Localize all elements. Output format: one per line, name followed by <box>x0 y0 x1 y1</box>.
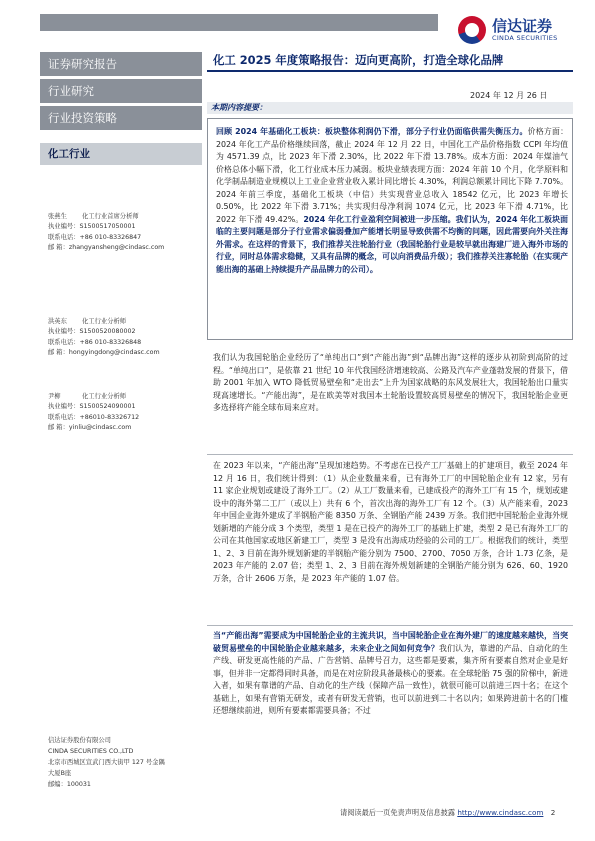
analyst-title: 化工行业分析师 <box>82 318 127 325</box>
paragraph-divider <box>207 454 573 455</box>
page-number: 2 <box>550 808 556 817</box>
analyst-title: 化工行业首席分析师 <box>82 213 139 220</box>
logo-text-en: CINDA SECURITIES <box>492 34 558 42</box>
abstract-highlight: 回顾 2024 年基础化工板块：板块整体利润仍下滑，部分子行业仍面临供需失衡压力。 <box>216 127 528 136</box>
logo-text-cn: 信达证券 <box>492 17 553 35</box>
company-logo <box>458 12 578 48</box>
phone-label: 联系电话： <box>48 338 80 346</box>
footer-disclaimer: 请阅读最后一页免责声明及信息披露 <box>340 808 456 817</box>
email-label: 邮 箱： <box>48 424 69 432</box>
email-label: 邮 箱： <box>48 349 69 357</box>
abstract-highlight: 2024 年化工行业盈利空间被进一步压缩。我们认为，2024 年化工板块面临的主要问题是部分子行业需求偏弱叠加产能增长明显导致供需不均衡的问题，因此需要向外关注海外需求。在这样的背景下，我们推荐关注轮胎行业（我国轮胎行业是较早就出海建厂进入海外市场的行业，同时总体需求稳健，又具有品牌的概念，可以向消费品升级）；我们推荐关注寡轮胎（在实现产能出海的基础上持续提升产品品牌力的公司）。 <box>216 214 569 274</box>
sidebar-label-research-type: 行业研究 <box>40 79 202 103</box>
company-postcode: 邮编：100031 <box>48 781 91 788</box>
analyst-title: 化工行业分析师 <box>82 393 127 400</box>
paragraph-text: 我们认为，靠谱的产品、自动化的生产线、研发更高性能的产品、广告营销、品牌号召力，这些都是要素，集齐所有要素自然对企业是好事，但并非一定都得同时具备，而是在对应阶段具备最核心的要素。在全球轮胎 75 强的阶梯中，新进入者，如果有靠谱的产品、自动化的生产线（保障产品一致性），就很可能可以前进三四十名；在这个基础上，如果有营销无研发，或者有研发无营销，也可以前进到二十名以内；如果跨进前十名的门槛还想继续前进，则所有要素都需要具备；不过 <box>213 643 568 715</box>
analyst-phone: +86 010-83326848 <box>79 338 142 346</box>
phone-label: 联系电话： <box>48 413 80 421</box>
company-info <box>48 735 165 790</box>
analyst-phone: +86010-83326712 <box>79 413 140 421</box>
abstract-body: 价格方面：2024 年化工产品价格继续回落，截止 2024 年 12 月 22 日，中国化工产品价格指数 CCPI 年均值为 4571.39 点，比 2023 年下滑 2.30%，比 2022 年下滑 13.78%。成本方面：2024 年煤油气价格总体小幅下滑，化工行业成本压力减弱。板块业绩表现方面：2024 年前 10 个月，化学原料和化学制品制造业规模以上工业企业营业收入累计同比增长 4.30%，利润总额累计同比下降 7.70%。2024 年前三季度，基础化工板块（中信）共实现营业总收入 18542 亿元，比 2023 年增长 0.50%，比 2022 年下滑 3.71%；共实现归母净利润 1074 亿元，比 2023 年下滑 4.71%，比 2022 年下滑 49.42%。 <box>216 127 568 224</box>
abstract-text <box>216 126 568 276</box>
analyst-email[interactable]: hongyingdong@cindasc.com <box>68 349 160 357</box>
analyst-email[interactable]: zhangyansheng@cindasc.com <box>68 244 165 252</box>
paragraph-text: 我们认为我国轮胎企业经历了“单纯出口”到“产能出海”到“品牌出海”这样的逐步从初阶到高阶的过程。“单纯出口”，是依靠 21 世纪 10 年代我国经济增速较高、公路及汽车产业蓬勃发展的背景下，借助 2001 年加入 WTO 降低贸易壁垒和“走出去”上升为国家战略的东风发展壮大，我国轮胎出口量实现高速增长。“产能出海”，是在欧美等对我国本土轮胎设置较高贸易壁垒的情况下，我国轮胎企业更多选择将产能全球布局来应对。 <box>213 353 568 412</box>
body-paragraph <box>213 460 568 585</box>
analyst-license: S1500520080002 <box>79 328 136 336</box>
report-date: 2024 年 12 月 26 日 <box>470 91 548 100</box>
summary-header <box>207 102 573 114</box>
analyst-license: S1500524090001 <box>79 403 136 411</box>
company-name-cn: 信达证券股份有限公司 <box>48 737 111 744</box>
analyst-name: 尹柳 <box>48 393 61 400</box>
license-label: 执业编号： <box>48 328 80 336</box>
analyst-card <box>48 392 139 434</box>
logo-mark-icon <box>458 16 486 44</box>
footer-link[interactable]: http://www.cindasc.com <box>457 808 544 817</box>
analyst-name: 洪英东 <box>48 318 67 325</box>
company-address-line2: 大厦B座 <box>48 770 72 777</box>
paragraph-divider <box>207 625 573 626</box>
email-label: 邮 箱： <box>48 244 69 252</box>
body-paragraph <box>213 630 568 718</box>
analyst-email[interactable]: yinliu@cindasc.com <box>68 424 132 432</box>
page-footer <box>340 808 555 818</box>
analyst-card <box>48 212 164 254</box>
analyst-license: S1500517050001 <box>79 223 136 231</box>
phone-label: 联系电话： <box>48 233 80 241</box>
license-label: 执业编号： <box>48 223 80 231</box>
header-bar <box>40 14 438 31</box>
title-divider <box>207 70 573 72</box>
sidebar-industry-label: 化工行业 <box>40 143 202 165</box>
company-address: 北京市西城区宣武门西大街甲 127 号金隅 <box>48 759 165 766</box>
sidebar-label-strategy: 行业投资策略 <box>40 106 202 130</box>
abstract-box <box>207 118 573 340</box>
summary-label: 本期内容提要： <box>211 103 267 112</box>
company-name-en: CINDA SECURITIES CO.,LTD <box>48 748 134 755</box>
analyst-name: 张燕生 <box>48 213 67 220</box>
sidebar-label-report-type: 证券研究报告 <box>40 52 202 76</box>
sidebar <box>40 52 202 819</box>
body-paragraph <box>213 352 568 415</box>
report-title: 化工 2025 年度策略报告：迈向更高阶，打造全球化品牌 <box>213 53 504 67</box>
analyst-phone: +86 010-83326847 <box>79 233 142 241</box>
paragraph-text: 在 2023 年以来，“产能出海”呈现加速趋势。不考虑在已投产工厂基础上的扩建项目，截至 2024 年 12 月 16 日，我们统计得到：（1）从企业数量来看，已有海外工厂的中国轮胎企业有 12 家，另有 11 家企业规划或建设了海外工厂。（2）从工厂数量来看，已建成投产的海外工厂有 15 个，规划或建设中的海外第二工厂（或以上）共有 6 个，首次出海的海外工厂有 12 个。（3）从产能来看，2023 年中国企业海外建成了半钢胎产能 8350 万条、全钢胎产能 2439 万条。我们把中国轮胎企业海外规划新增的产能分成 3 个类型，类型 1 是在已投产的海外工厂的基础上扩建，类型 2 是已有海外工厂的公司在其他国家或地区新建工厂，类型 3 是没有出海成功经验的公司的工厂。根据我们的统计，类型 1、2、3 目前在海外规划新建的半钢胎产能分别为 7500、2700、7050 万条，合计 1.73 亿条，是 2023 年产能的 2.07 倍；类型 1、2、3 目前在海外规划新建的全钢胎产能分别为 626、60、1920 万条，合计 2606 万条，是 2023 年产能的 1.07 倍。 <box>213 461 568 583</box>
paragraph-highlight: 当“产能出海”需要成为中国轮胎企业的主流共识，当中国轮胎企业在海外建厂的速度越来越快，当突破贸易壁垒的中国轮胎企业越来越多，未来企业之间如何竞争？ <box>213 631 568 653</box>
license-label: 执业编号： <box>48 403 80 411</box>
analyst-card <box>48 317 160 359</box>
